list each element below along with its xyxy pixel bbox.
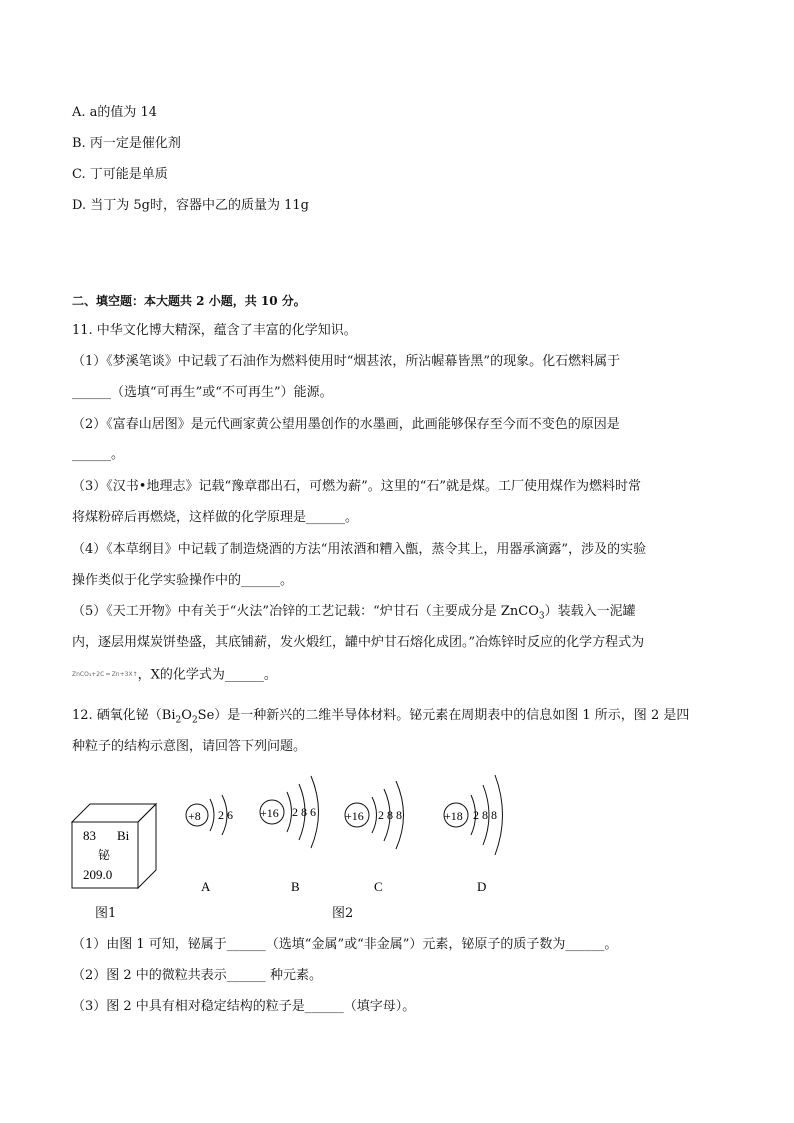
q11-part2-line1: （2）《富春山居图》是元代画家黄公望用墨创作的水墨画，此画能够保存至今而不变色的原因是 <box>72 417 620 432</box>
particle-a <box>186 795 233 894</box>
particle-c-label: C <box>374 879 383 894</box>
particle-b-label: B <box>291 879 300 894</box>
svg-text:2 8 8: 2 8 8 <box>473 808 497 822</box>
option-c: C. 丁可能是单质 <box>72 167 168 182</box>
element-number: 83 <box>83 828 96 843</box>
option-a: A. a的值为 14 <box>72 105 158 120</box>
element-name: 铋 <box>98 848 111 862</box>
q11-part3-line2: 将煤粉碎后再燃烧，这样做的化学原理是______。 <box>72 510 359 525</box>
particle-b <box>260 776 319 894</box>
svg-text:2 6: 2 6 <box>218 808 233 822</box>
q12-sub2: （2）图 2 中的微粒共表示______ 种元素。 <box>72 968 322 983</box>
svg-text:+16: +16 <box>345 809 364 823</box>
q11-part4-line1: （4）《本草纲目》中记载了制造烧酒的方法“用浓酒和糟入甑，蒸令其上，用器承滴露”，涉及的实验 <box>72 542 647 557</box>
section-heading: 二、填空题：本大题共 2 小题，共 10 分。 <box>72 294 306 308</box>
fig1-label: 图1 <box>95 906 117 921</box>
particle-a-label: A <box>201 879 211 894</box>
fig2-label: 图2 <box>332 906 354 921</box>
particle-structure-figure <box>180 770 520 900</box>
q12-sub3: （3）图 2 中具有相对稳定结构的粒子是______（填字母）。 <box>72 999 416 1014</box>
q11-part1-line2: ______（选填“可再生”或“不可再生”）能源。 <box>72 385 333 400</box>
option-d: D. 当丁为 5g时，容器中乙的质量为 11g <box>72 198 309 213</box>
q12-stem-line1: 12. 硒氧化铋$(Bi_2O_2Se)$是一种新兴的二维半导体材料。铋元素在周期表中的信息如图 1 所示，图 2 是四 <box>72 708 690 726</box>
q11-part1-line1: （1）《梦溪笔谈》中记载了石油作为燃料使用时“烟甚浓，所沾幄幕皆黑”的现象。化石燃料属于 <box>72 354 621 369</box>
element-cube-figure <box>70 800 160 890</box>
svg-text:2 8 6: 2 8 6 <box>292 805 316 819</box>
svg-text:2 8 8: 2 8 8 <box>378 808 402 822</box>
q11-part3-line1: （3）《汉书•地理志》记载“豫章郡出石，可燃为薪”。这里的“石”就是煤。工厂使用煤作为燃料时常 <box>72 479 642 494</box>
q11-part4-line2: 操作类似于化学实验操作中的______。 <box>72 573 294 588</box>
q11-part5-line1: （5）《天工开物》中有关于“火法”冶锌的工艺记载：“炉甘石（主要成分是 ZnCO$_3$）装载入一泥罐 <box>72 604 636 622</box>
svg-text:+18: +18 <box>444 809 463 823</box>
q12-sub1: （1）由图 1 可知，铋属于______（选填“金属”或“非金属”）元素，铋原子的质子数为______。 <box>72 937 618 952</box>
element-symbol: Bi <box>117 828 130 843</box>
option-b: B. 丙一定是催化剂 <box>72 136 181 151</box>
chemical-equation-image: ZnCO₃+2C ═ Zn+3X↑ <box>72 671 138 678</box>
q12-stem-line2: 种粒子的结构示意图，请回答下列问题。 <box>72 739 307 754</box>
q11-part2-line2: ______。 <box>72 447 125 462</box>
particle-d-label: D <box>477 879 487 894</box>
q11-part5-line2: 内，逐层用煤炭饼垫盛，其底铺薪，发火煅红，罐中炉甘石熔化成团。”冶炼锌时反应的化学方程式为 <box>72 635 645 650</box>
particle-c <box>345 781 404 894</box>
q11-part5-line3: ZnCO₃+2C ═ Zn+3X↑，X的化学式为______。 <box>72 667 277 683</box>
element-mass: 209.0 <box>83 867 113 882</box>
svg-text:+16: +16 <box>260 806 279 820</box>
svg-text:+8: +8 <box>188 809 201 823</box>
q11-stem: 11. 中华文化博大精深，蕴含了丰富的化学知识。 <box>72 323 357 338</box>
particle-d <box>444 775 503 894</box>
